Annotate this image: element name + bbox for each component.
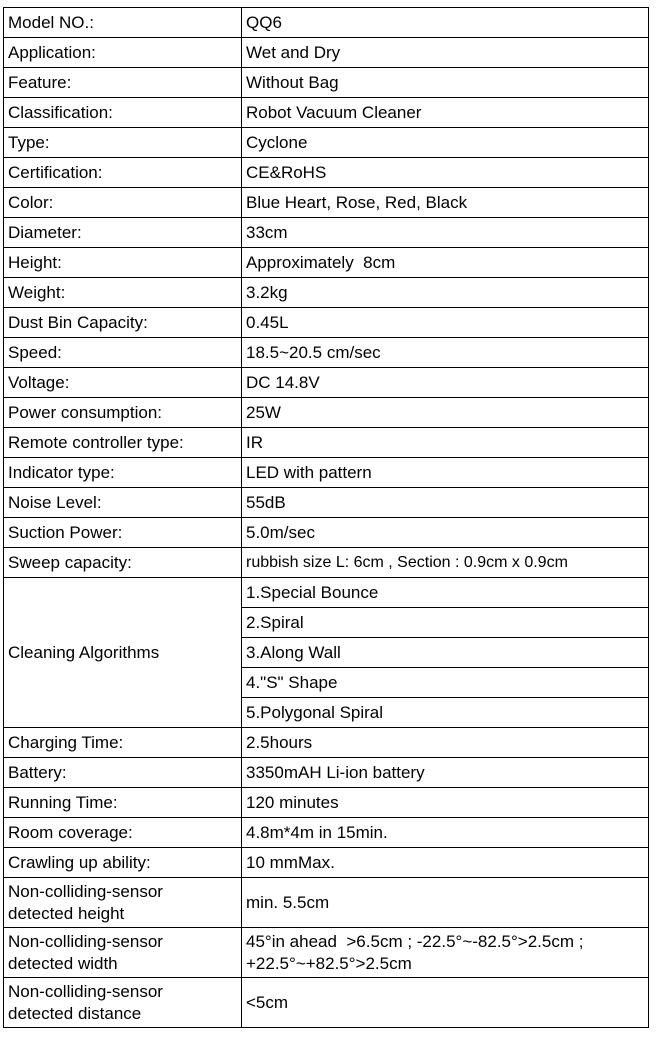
spec-label: Charging Time: [4,728,242,758]
spec-label: Battery: [4,758,242,788]
table-row [4,928,649,978]
algorithm-item: 1.Special Bounce [242,578,649,608]
spec-label: Model NO.: [4,8,242,38]
spec-label: Room coverage: [4,818,242,848]
spec-label: Type: [4,128,242,158]
spec-label: Voltage: [4,368,242,398]
spec-value: DC 14.8V [242,368,649,398]
spec-label: Weight: [4,278,242,308]
spec-value: 2.5hours [242,728,649,758]
spec-value: 120 minutes [242,788,649,818]
spec-label [4,928,242,978]
algorithm-item: 5.Polygonal Spiral [242,698,649,728]
spec-label-line: Non-colliding-sensor [8,982,163,1002]
spec-value: 3350mAH Li-ion battery [242,758,649,788]
spec-label: Diameter: [4,218,242,248]
spec-value: 18.5~20.5 cm/sec [242,338,649,368]
table-row [4,848,649,878]
spec-label: Height: [4,248,242,278]
table-row [4,188,649,218]
spec-value: 4.8m*4m in 15min. [242,818,649,848]
spec-value: 33cm [242,218,649,248]
table-row [4,38,649,68]
spec-label: Suction Power: [4,518,242,548]
spec-label: Dust Bin Capacity: [4,308,242,338]
spec-label: Color: [4,188,242,218]
table-row [4,248,649,278]
algorithm-item: 3.Along Wall [242,638,649,668]
spec-value: CE&RoHS [242,158,649,188]
spec-label-line: detected distance [8,1003,142,1023]
spec-value: 10 mmMax. [242,848,649,878]
table-row [4,158,649,188]
spec-label [4,978,242,1028]
table-row [4,458,649,488]
spec-value: Without Bag [242,68,649,98]
table-row [4,578,649,608]
spec-value: QQ6 [242,8,649,38]
spec-label: Speed: [4,338,242,368]
spec-value: 5.0m/sec [242,518,649,548]
table-row [4,978,649,1028]
spec-value: Blue Heart, Rose, Red, Black [242,188,649,218]
spec-value-line: 45°in ahead >6.5cm ; -22.5°~-82.5°>2.5cm ; [246,932,584,952]
spec-value: 55dB [242,488,649,518]
table-row [4,788,649,818]
table-row [4,758,649,788]
table-row [4,818,649,848]
table-row [4,428,649,458]
spec-value: Approximately 8cm [242,248,649,278]
spec-value: IR [242,428,649,458]
spec-table [3,7,649,1028]
spec-label: Remote controller type: [4,428,242,458]
spec-label: Classification: [4,98,242,128]
spec-label-line: detected height [8,903,125,923]
table-row [4,68,649,98]
spec-label: Application: [4,38,242,68]
spec-label: Feature: [4,68,242,98]
spec-label-line: detected width [8,953,118,973]
spec-label-line: Non-colliding-sensor [8,932,163,952]
table-row [4,518,649,548]
spec-value: <5cm [242,978,649,1028]
table-row [4,338,649,368]
spec-value: Robot Vacuum Cleaner [242,98,649,128]
spec-value: Cyclone [242,128,649,158]
table-row [4,398,649,428]
table-row [4,98,649,128]
table-row [4,878,649,928]
spec-value: 3.2kg [242,278,649,308]
spec-value: 25W [242,398,649,428]
spec-value [242,928,649,978]
algorithm-item: 4."S" Shape [242,668,649,698]
spec-label [4,878,242,928]
spec-label-line: Non-colliding-sensor [8,882,163,902]
table-row [4,218,649,248]
spec-value: LED with pattern [242,458,649,488]
spec-value-line: +22.5°~+82.5°>2.5cm [246,953,412,973]
table-row [4,548,649,578]
table-row [4,308,649,338]
algorithm-item: 2.Spiral [242,608,649,638]
spec-label: Running Time: [4,788,242,818]
spec-label: Noise Level: [4,488,242,518]
spec-label: Certification: [4,158,242,188]
spec-value: 0.45L [242,308,649,338]
spec-value: rubbish size L: 6cm , Section : 0.9cm x 0.9cm [242,548,649,578]
spec-label: Cleaning Algorithms [4,578,242,728]
table-row [4,488,649,518]
table-row [4,8,649,38]
spec-label: Sweep capacity: [4,548,242,578]
spec-label: Indicator type: [4,458,242,488]
table-row [4,728,649,758]
table-row [4,278,649,308]
spec-label: Crawling up ability: [4,848,242,878]
spec-value: Wet and Dry [242,38,649,68]
spec-label: Power consumption: [4,398,242,428]
table-row [4,368,649,398]
table-row [4,128,649,158]
spec-value: min. 5.5cm [242,878,649,928]
